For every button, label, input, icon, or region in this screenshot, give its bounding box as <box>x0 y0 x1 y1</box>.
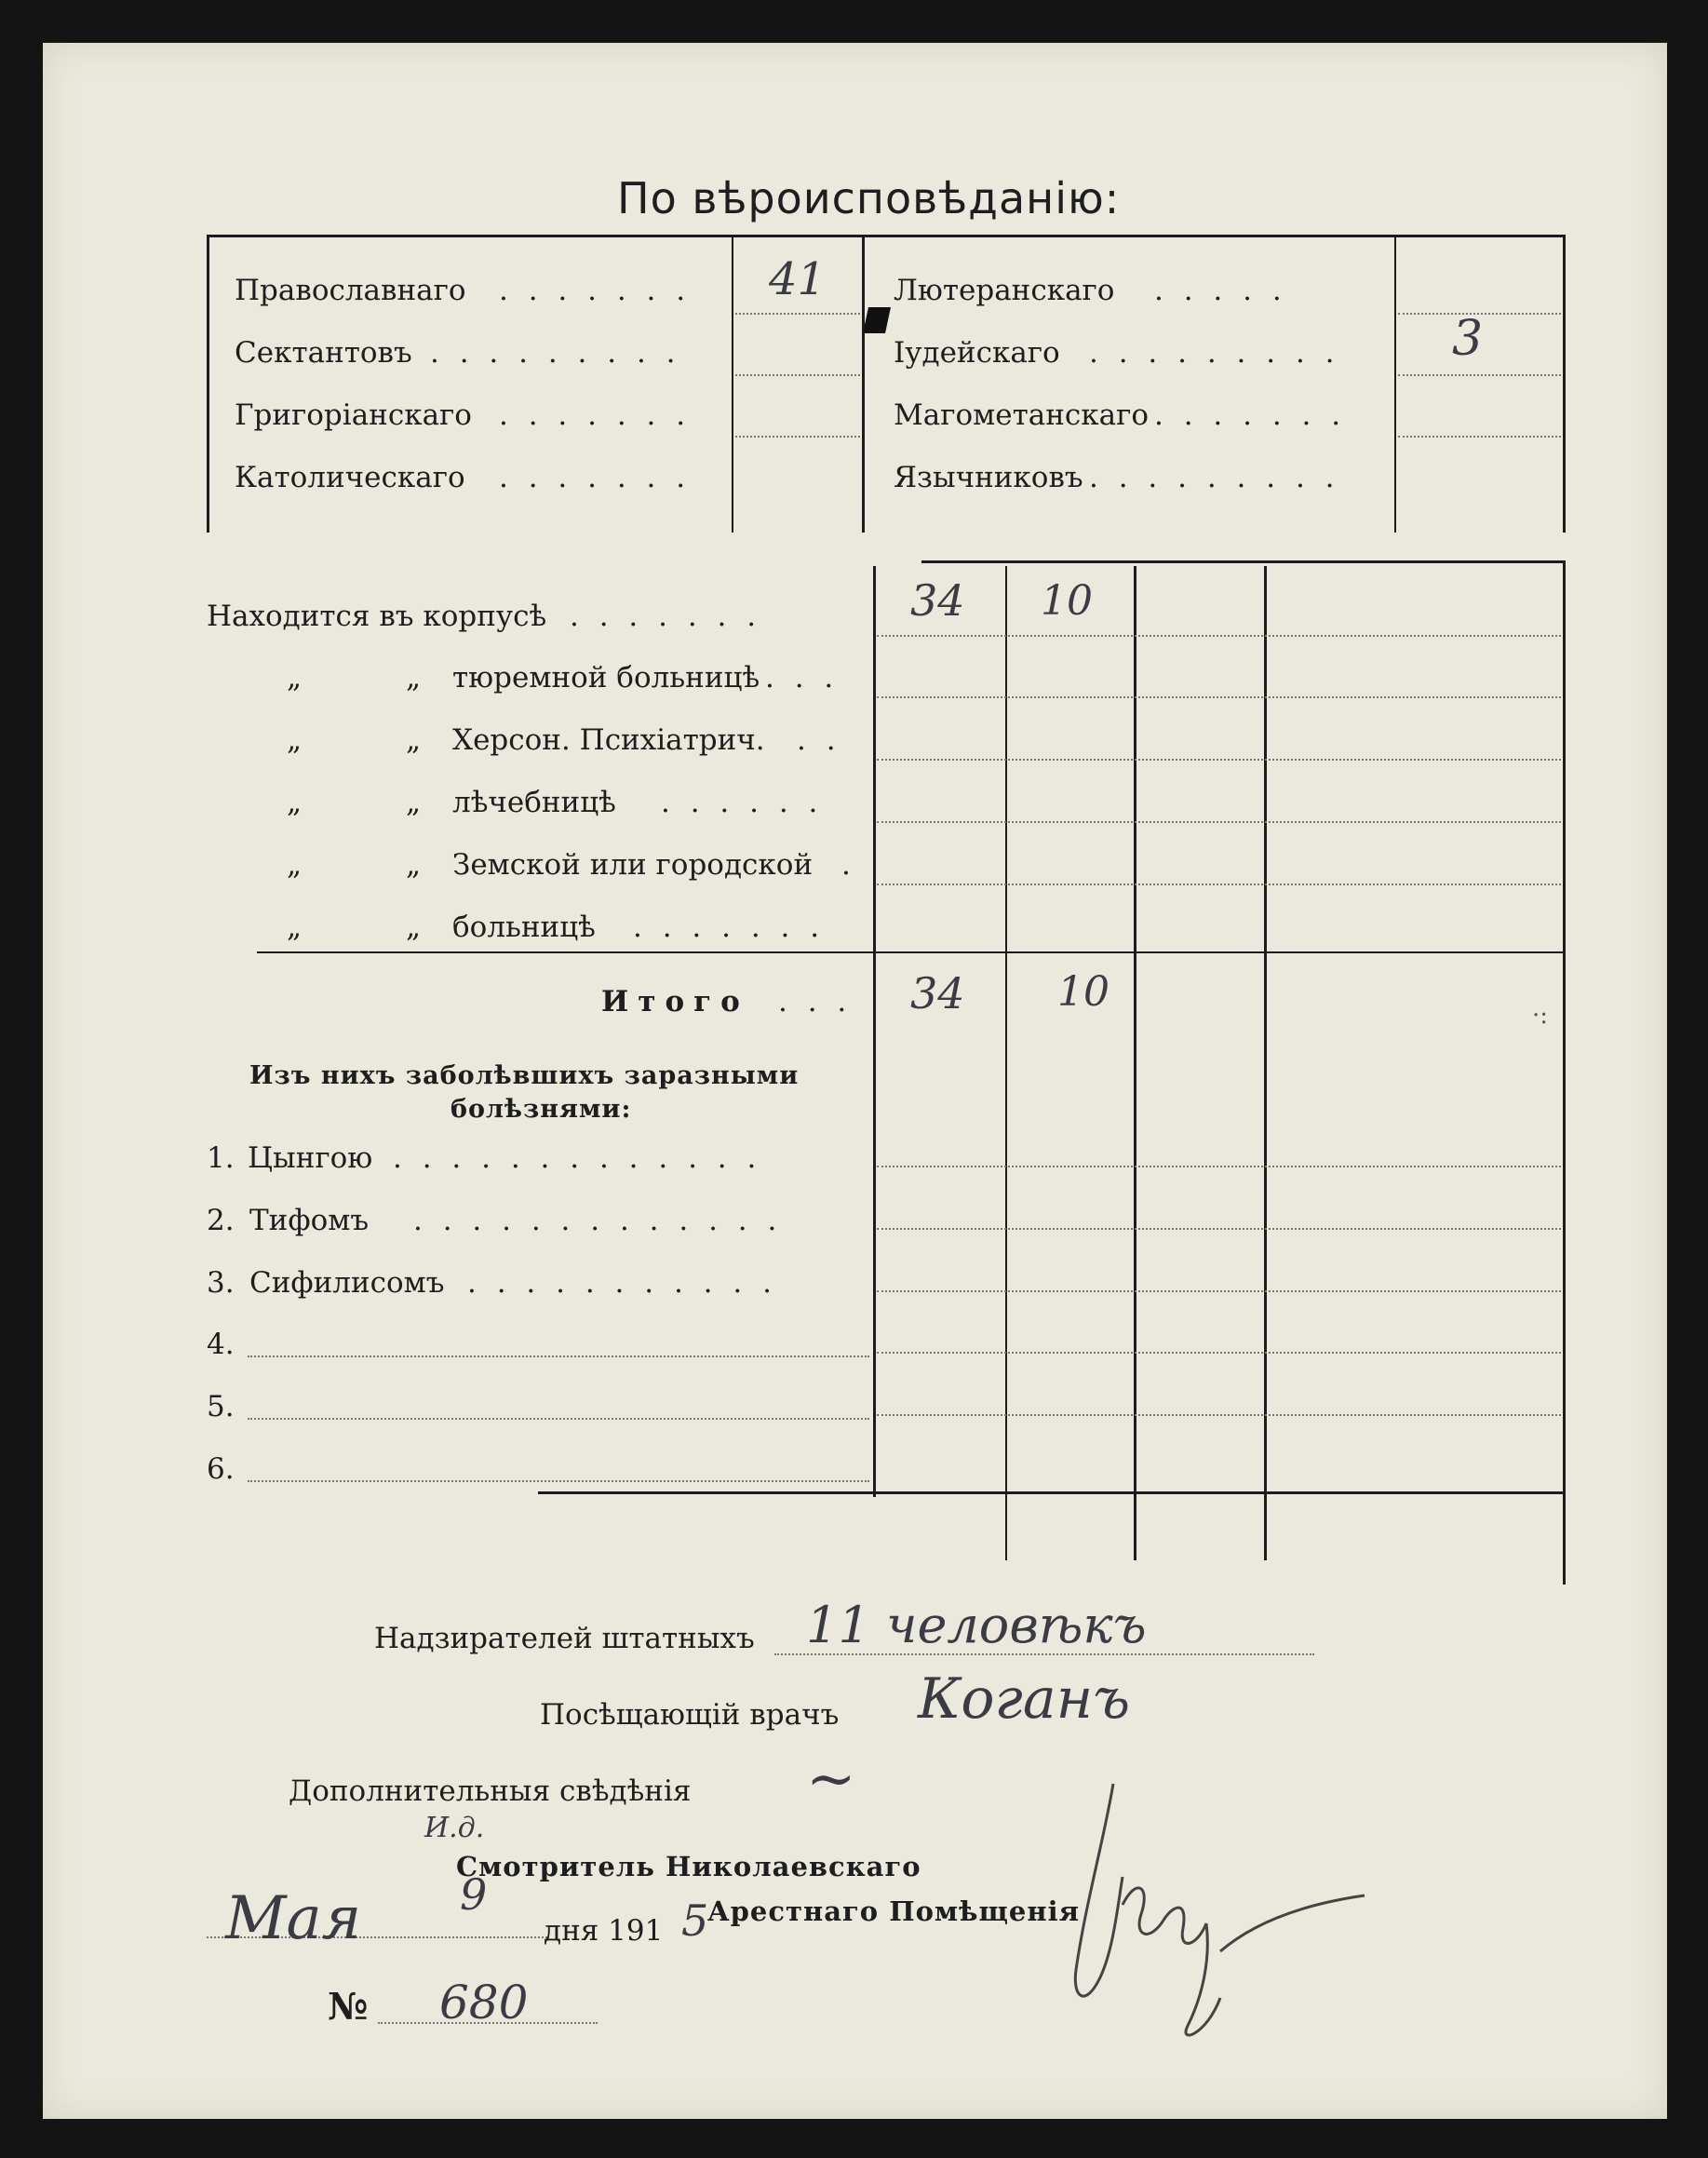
leader-dots: . . . . . . <box>661 786 824 819</box>
location-label: больницѣ <box>452 910 596 944</box>
ditto-mark: „ <box>406 786 422 819</box>
location-label: Херсон. Психіатрич. <box>452 723 765 757</box>
row-dotted-line <box>877 635 1561 637</box>
leader-dots: . <box>841 848 856 882</box>
location-row <box>452 723 765 757</box>
leader-dots: . . . . . . . <box>499 274 692 307</box>
main-table-col1-border <box>873 566 876 1497</box>
disease-number: 2. <box>207 1204 235 1237</box>
leader-dots: . . . . . . . . . . . . . <box>393 1141 762 1175</box>
value-dotted-line <box>735 313 860 315</box>
value-dotted-line <box>735 436 860 438</box>
extra-value: ~ <box>806 1745 856 1814</box>
leader-dots: . . . . . . . . . <box>1089 336 1340 370</box>
religion-left-row <box>235 274 466 307</box>
religion-right-row <box>894 336 1060 370</box>
religion-table-left-border <box>207 235 209 533</box>
location-value: 10 <box>1041 577 1093 625</box>
location-row <box>452 910 596 944</box>
number-label: № <box>328 1985 370 2029</box>
disease-blank-line <box>248 1480 869 1482</box>
row-dotted-line <box>877 1414 1561 1416</box>
diseases-heading-line2: болѣзнями: <box>451 1095 632 1124</box>
religion-right-row <box>894 461 1083 494</box>
religion-table-divider-b <box>862 235 865 533</box>
religion-table-divider-a <box>732 235 733 533</box>
leader-dots: . . . . . . . . . . . . . <box>413 1204 783 1237</box>
leader-dots: . . . . . <box>1154 274 1287 307</box>
value-dotted-line <box>1398 436 1561 438</box>
location-value: 34 <box>910 575 965 626</box>
doctor-label: Посѣщающій врачъ <box>540 1698 840 1732</box>
religion-left-row <box>235 336 412 370</box>
leader-dots: . . . . . . . <box>633 910 826 944</box>
ditto-mark: „ <box>406 848 422 882</box>
religion-right-row <box>894 398 1149 432</box>
main-table-right-border <box>1563 560 1566 1585</box>
row-dotted-line <box>877 759 1561 761</box>
disease-label: Сифилисомъ <box>249 1266 445 1300</box>
date-month: Мая <box>225 1884 362 1953</box>
main-table-col2-border <box>1005 566 1007 1560</box>
religion-label: Сектантовъ <box>235 336 412 370</box>
location-label: Земской или городской <box>452 848 814 882</box>
document-sheet <box>43 43 1667 2119</box>
diseases-heading-line1: Изъ нихъ заболѣвшихъ заразными <box>249 1061 800 1090</box>
location-row <box>452 661 760 695</box>
number-value: 680 <box>439 1976 529 2030</box>
superintendent-prefix: И.д. <box>424 1812 485 1844</box>
disease-number: 5. <box>207 1390 235 1423</box>
disease-label: Цынгою <box>248 1141 373 1175</box>
main-table-top-border <box>921 560 1566 563</box>
leader-dots: . . . . . . . . . <box>430 336 681 370</box>
religion-table-top-border <box>207 235 1566 237</box>
ditto-mark: „ <box>406 661 422 695</box>
total-value: 10 <box>1057 968 1110 1016</box>
religion-label: Магометанскаго <box>894 398 1150 432</box>
leader-dots: . . . <box>778 985 853 1018</box>
main-table-col3-border <box>1134 566 1136 1560</box>
religion-table-right-border <box>1563 235 1566 533</box>
disease-blank-line <box>248 1418 869 1420</box>
religion-value: 41 <box>769 253 827 305</box>
table-bottom-rule <box>538 1491 1566 1494</box>
disease-blank-line <box>248 1355 869 1357</box>
row-dotted-line <box>877 696 1561 698</box>
ditto-mark: „ <box>287 848 303 882</box>
disease-number: 3. <box>207 1266 235 1300</box>
ink-mark <box>863 307 891 333</box>
ditto-mark: „ <box>287 661 303 695</box>
page-title: По вѣроисповѣданію: <box>617 173 1121 223</box>
date-year-digit: 5 <box>681 1895 709 1946</box>
religion-left-row <box>235 398 472 432</box>
row-dotted-line <box>877 1352 1561 1354</box>
superintendent-line1: Смотритель Николаевскаго <box>456 1851 921 1882</box>
doctor-value: Коганъ <box>918 1666 1131 1732</box>
row-dotted-line <box>877 1290 1561 1292</box>
ditto-mark: „ <box>287 786 303 819</box>
location-row <box>452 848 813 882</box>
superintendent-line2: Арестнаго Помѣщенія <box>707 1895 1081 1927</box>
total-label: Итого <box>601 985 749 1018</box>
disease-label: Тифомъ <box>249 1204 370 1237</box>
wardens-label: Надзирателей штатныхъ <box>374 1622 755 1655</box>
religion-label: Язычниковъ <box>894 461 1083 494</box>
date-label: дня 191 <box>544 1914 664 1948</box>
leader-dots: . . . . . . . <box>570 600 762 633</box>
leader-dots: . . . . . . . . . . . <box>467 1266 777 1300</box>
religion-label: Лютеранскаго <box>894 274 1115 307</box>
religion-right-row <box>894 274 1114 307</box>
religion-label: Григоріанскаго <box>235 398 472 432</box>
ditto-mark: „ <box>287 910 303 944</box>
religion-value: 3 <box>1452 311 1484 367</box>
ditto-mark: „ <box>406 910 422 944</box>
extra-label: Дополнительныя свѣдѣнія <box>289 1774 692 1808</box>
row-dotted-line <box>877 883 1561 885</box>
row-dotted-line <box>877 1228 1561 1230</box>
religion-table-divider-c <box>1394 235 1396 533</box>
total-value: 34 <box>910 968 965 1018</box>
disease-number: 4. <box>207 1328 235 1361</box>
value-dotted-line <box>1398 374 1561 376</box>
leader-dots: . . <box>797 723 841 757</box>
date-day: 9 <box>460 1869 488 1920</box>
wardens-value: 11 человѣкъ <box>806 1596 1147 1654</box>
leader-dots: . . . . . . . <box>499 461 692 494</box>
location-row <box>207 600 546 633</box>
value-dotted-line <box>735 374 860 376</box>
main-table-col4-border <box>1264 566 1267 1560</box>
ditto-mark: „ <box>406 723 422 757</box>
religion-left-row <box>235 461 465 494</box>
leader-dots: . . . . . . . <box>1154 398 1347 432</box>
religion-label: Католическаго <box>235 461 465 494</box>
row-dotted-line <box>877 1166 1561 1167</box>
signature <box>1048 1765 1383 2063</box>
ditto-mark: „ <box>287 723 303 757</box>
disease-number: 6. <box>207 1452 235 1486</box>
leader-dots: . . . . . . . . . <box>1089 461 1340 494</box>
religion-label: Православнаго <box>235 274 466 307</box>
subtotal-rule <box>257 951 1566 953</box>
margin-mark: ·: <box>1532 1002 1549 1030</box>
disease-number: 1. <box>207 1141 235 1175</box>
leader-dots: . . . <box>765 661 840 695</box>
religion-label: Іудейскаго <box>894 336 1060 370</box>
location-label: Находится въ корпусѣ <box>207 600 547 633</box>
row-dotted-line <box>877 821 1561 823</box>
location-row <box>452 786 616 819</box>
location-label: лѣчебницѣ <box>452 786 616 819</box>
leader-dots: . . . . . . . <box>499 398 692 432</box>
location-label: тюремной больницѣ <box>452 661 760 695</box>
